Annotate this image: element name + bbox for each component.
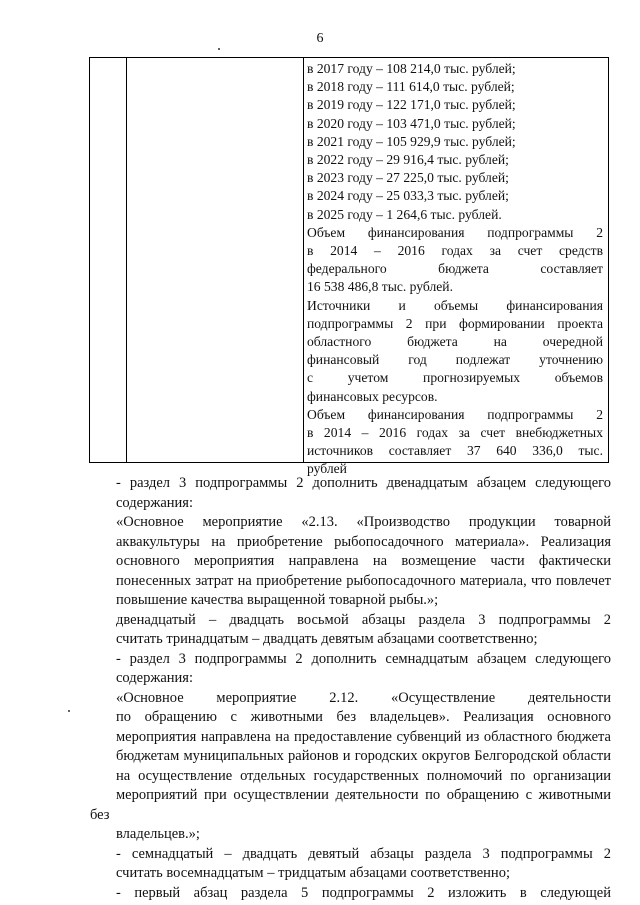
text-line: - раздел 3 подпрограммы 2 дополнить двенадцатым абзацем следующего — [116, 475, 611, 491]
table-column-divider — [126, 58, 127, 462]
year-line: в 2022 году – 29 916,4 тыс. рублей; — [307, 152, 509, 168]
table-column-divider — [303, 58, 304, 462]
year-line: в 2017 году – 108 214,0 тыс. рублей; — [307, 61, 516, 76]
text-line: мероприятия направлена на предоставление субвенций из областного бюджета — [116, 728, 611, 745]
extrabudget-line: в 2014 – 2016 годах за счет внебюджетных — [307, 425, 603, 441]
scan-speck — [218, 48, 220, 50]
extrabudget-line: источников составляет 37 640 336,0 тыс. — [307, 443, 603, 459]
text-line: понесенных затрат на приобретение рыбопосадочного материала, что повлечет — [116, 572, 611, 589]
year-line: в 2020 году – 103 471,0 тыс. рублей; — [307, 115, 516, 131]
text-line: «Основное мероприятие 2.12. «Осуществление деятельности — [116, 689, 611, 706]
funding-table — [89, 57, 609, 477]
text-line: повышение качества выращенной товарной рыбы.»; — [116, 592, 439, 608]
sources-line: финансовый год подлежат уточнению — [307, 352, 603, 368]
document-body — [90, 474, 611, 903]
text-line: содержания: — [116, 494, 194, 511]
federal-paragraph — [307, 224, 603, 297]
federal-line: Объем финансирования подпрограммы 2 — [307, 224, 603, 240]
text-line: считать восемнадцатым – тридцатым абзацами соответственно; — [116, 865, 510, 881]
text-line: мероприятий при осуществлении деятельности по обращению с животными без — [90, 787, 611, 823]
page-number: 6 — [316, 31, 324, 46]
federal-line: в 2014 – 2016 годах за счет средств — [307, 243, 603, 259]
text-line: двенадцатый – двадцать восьмой абзацы раздела 3 подпрограммы 2 — [116, 611, 611, 628]
sources-line: Источники и объемы финансирования — [307, 297, 603, 313]
extrabudget-paragraph — [307, 406, 603, 479]
text-line: «Основное мероприятие «2.13. «Производство продукции товарной — [116, 514, 611, 530]
paragraph-event-2-13 — [90, 513, 611, 611]
sources-line: с учетом прогнозируемых объемов — [307, 370, 603, 386]
year-line: в 2018 году – 111 614,0 тыс. рублей; — [307, 79, 515, 95]
text-line: - семнадцатый – двадцать девятый абзацы раздела 3 подпрограммы 2 — [116, 845, 611, 862]
paragraph-amend-section3-twelfth — [90, 474, 611, 513]
text-line: владельцев.»; — [116, 826, 200, 842]
text-line: - раздел 3 подпрограммы 2 дополнить семнадцатым абзацем следующего — [116, 650, 611, 667]
text-line: содержания: — [116, 670, 194, 686]
text-line: бюджетам муниципальных районов и городских округов Белгородской области — [116, 748, 611, 764]
year-line: в 2024 году – 25 033,3 тыс. рублей; — [307, 188, 509, 204]
text-line: основного мероприятия направлена на возмещение части фактически — [116, 553, 611, 569]
extrabudget-line: Объем финансирования подпрограммы 2 — [307, 406, 603, 422]
year-line: в 2021 году – 105 929,9 тыс. рублей; — [307, 133, 516, 149]
year-lines — [307, 60, 603, 224]
paragraph-renumber-1 — [90, 611, 611, 650]
text-line: по обращению с животными без владельцев». Реализация основного — [116, 709, 611, 725]
year-line: в 2025 году – 1 264,6 тыс. рублей. — [307, 206, 502, 222]
paragraph-amend-section3-seventeenth — [90, 650, 611, 689]
extrabudget-line: рублей — [307, 461, 347, 477]
year-line: в 2019 году – 122 171,0 тыс. рублей; — [307, 97, 516, 113]
text-line: на осуществление отдельных государственных полномочий по организации — [116, 767, 611, 784]
year-line: в 2023 году – 27 225,0 тыс. рублей; — [307, 170, 509, 186]
text-line: - первый абзац раздела 5 подпрограммы 2 изложить в следующей — [116, 884, 611, 901]
text-line: аквакультуры на приобретение рыбопосадочного материала». Реализация — [116, 533, 611, 550]
sources-paragraph — [307, 297, 603, 406]
scan-speck — [68, 710, 70, 712]
text-line: считать тринадцатым – двадцать девятым абзацами соответственно; — [116, 631, 538, 647]
sources-line: финансовых ресурсов. — [307, 388, 438, 404]
paragraph-section5-first — [90, 884, 611, 904]
sources-line: подпрограммы 2 при формировании проекта — [307, 315, 603, 331]
federal-line: федерального бюджета составляет — [307, 261, 603, 277]
federal-line: 16 538 486,8 тыс. рублей. — [307, 279, 453, 295]
funding-cell — [307, 60, 603, 479]
sources-line: областного бюджета на очередной — [307, 334, 603, 350]
paragraph-renumber-2 — [90, 845, 611, 884]
paragraph-event-2-12 — [90, 689, 611, 845]
